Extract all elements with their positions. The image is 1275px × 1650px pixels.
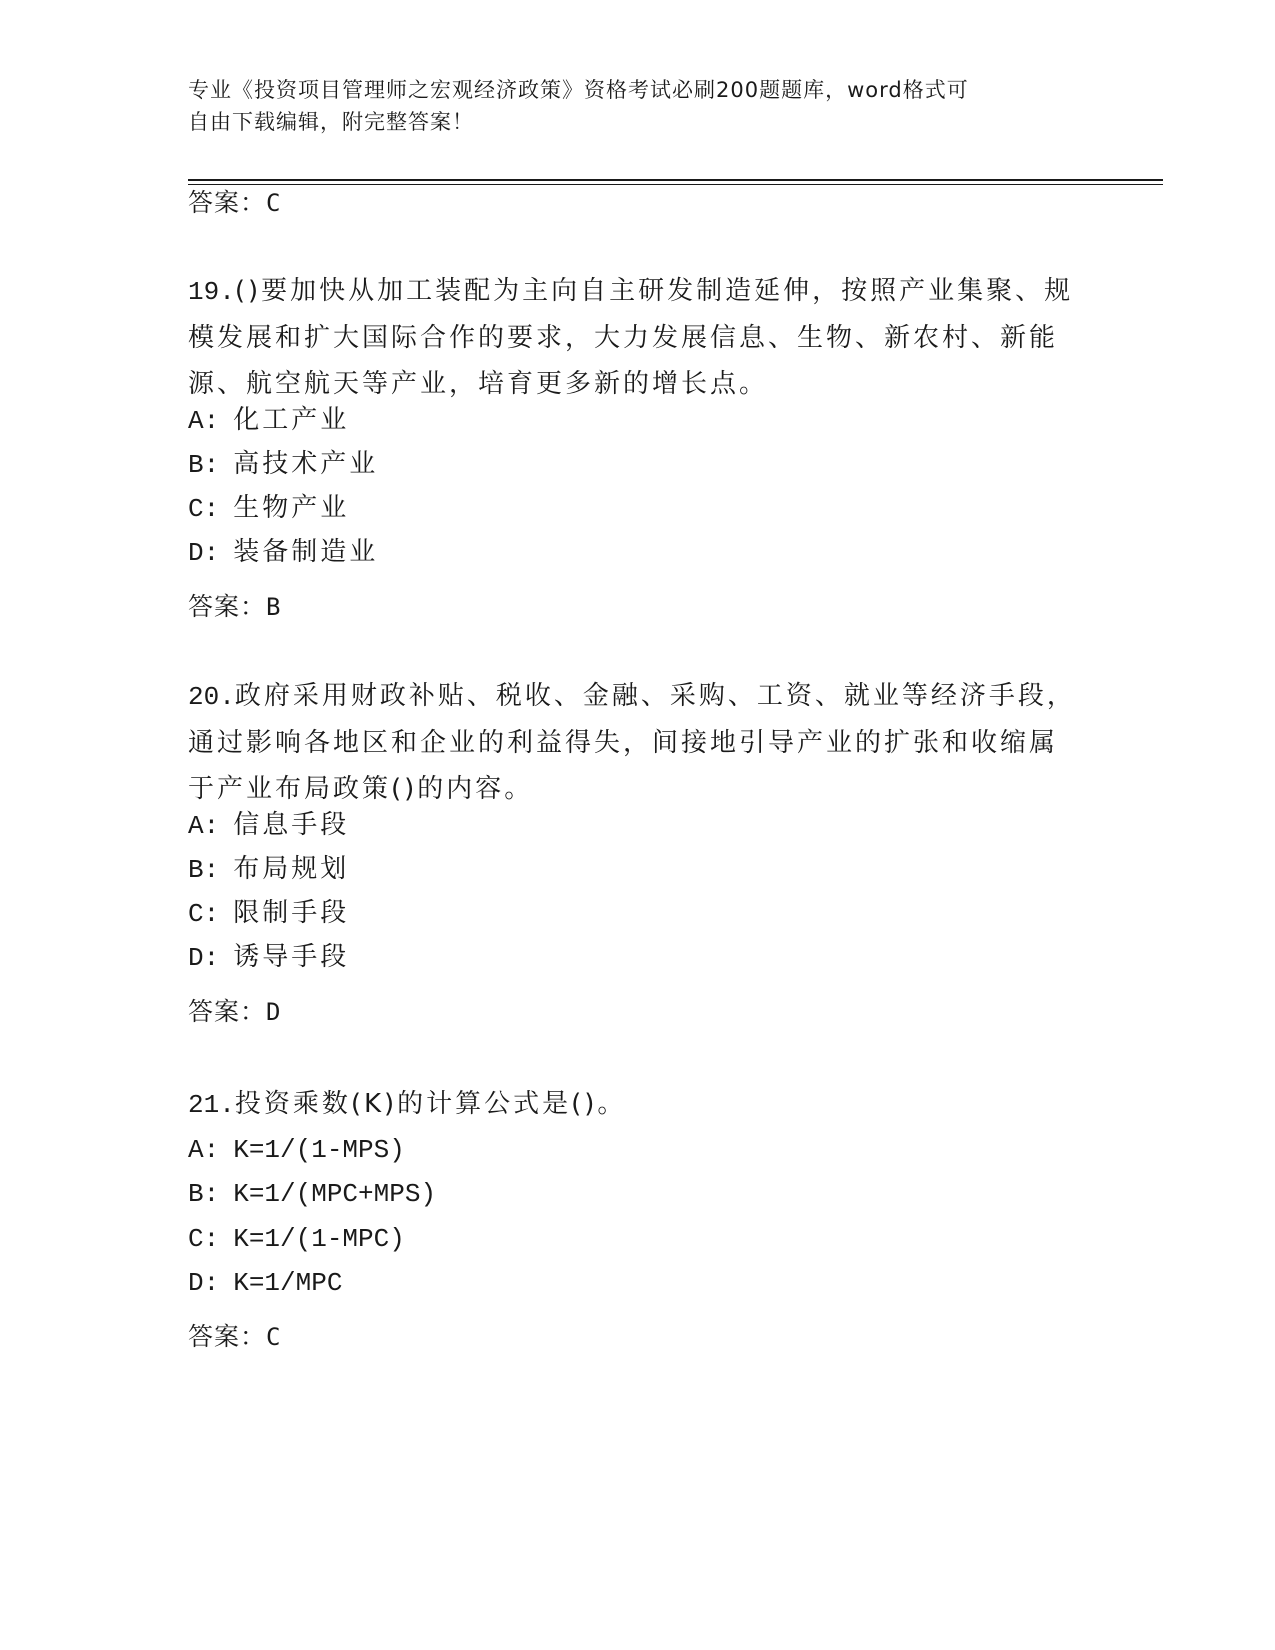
answer-20 (188, 995, 281, 1029)
option-text: 信息手段 (233, 810, 350, 840)
document-header (188, 74, 1078, 138)
answer-letter: D (266, 998, 282, 1026)
option-text: 布局规划 (233, 854, 350, 884)
option-a (188, 403, 349, 438)
option-a (188, 1132, 405, 1167)
question-text-line-1: 政府采用财政补贴、税收、金融、采购、工资、就业等经济手段， (234, 681, 1076, 711)
question-text-line-1: 投资乘数(K)的计算公式是()。 (234, 1089, 627, 1119)
question-text-line-3: 于产业布局政策()的内容。 (188, 774, 534, 804)
option-d (188, 1265, 342, 1300)
header-divider-thick (188, 179, 1163, 181)
question-19 (188, 268, 1088, 407)
option-text: K=1/MPC (233, 1268, 343, 1298)
option-label: C: (188, 899, 220, 929)
question-20 (188, 673, 1088, 812)
answer-prefix: 答案： (188, 592, 267, 621)
option-text: 诱导手段 (233, 942, 350, 972)
question-text-line-2: 模发展和扩大国际合作的要求，大力发展信息、生物、新农村、新能 (188, 323, 1059, 353)
answer-letter: C (266, 1323, 282, 1351)
option-b (188, 852, 349, 887)
answer-21 (188, 1320, 281, 1354)
header-line-2: 自由下载编辑，附完整答案！ (188, 110, 474, 134)
option-label: B: (188, 450, 220, 480)
option-label: A: (188, 811, 220, 841)
header-line-1: 专业《投资项目管理师之宏观经济政策》资格考试必刷200题题库，word格式可 (188, 78, 969, 102)
option-label: B: (188, 855, 220, 885)
option-text: 化工产业 (233, 405, 350, 435)
question-number: 20. (188, 682, 235, 712)
option-text: K=1/(1-MPC) (233, 1224, 405, 1254)
prev-answer (188, 186, 281, 220)
option-c (188, 491, 349, 526)
answer-prefix: 答案： (188, 188, 267, 217)
question-text-line-3: 源、航空航天等产业，培育更多新的增长点。 (188, 369, 769, 399)
answer-prefix: 答案： (188, 997, 267, 1026)
answer-19 (188, 590, 281, 624)
answer-letter: B (266, 593, 282, 621)
option-text: 装备制造业 (233, 537, 379, 567)
option-label: B: (188, 1179, 220, 1209)
question-number: 21. (188, 1090, 235, 1120)
option-label: D: (188, 538, 220, 568)
question-text-line-2: 通过影响各地区和企业的利益得失，间接地引导产业的扩张和收缩属 (188, 728, 1059, 758)
option-text: 限制手段 (233, 898, 350, 928)
option-label: D: (188, 1268, 220, 1298)
option-label: A: (188, 1135, 220, 1165)
option-label: A: (188, 406, 220, 436)
question-number: 19. (188, 277, 235, 307)
option-b (188, 1176, 436, 1211)
header-divider-thin (188, 184, 1163, 185)
question-21 (188, 1081, 1088, 1128)
option-a (188, 808, 349, 843)
option-text: K=1/(1-MPS) (233, 1135, 405, 1165)
option-text: K=1/(MPC+MPS) (233, 1179, 437, 1209)
answer-prefix: 答案： (188, 1322, 267, 1351)
option-d (188, 535, 378, 570)
option-label: C: (188, 1224, 220, 1254)
option-d (188, 940, 349, 975)
answer-letter: C (266, 189, 282, 217)
question-text-line-1: ()要加快从加工装配为主向自主研发制造延伸，按照产业集聚、规 (234, 276, 1074, 306)
option-text: 生物产业 (233, 493, 350, 523)
option-label: D: (188, 943, 220, 973)
option-c (188, 1221, 405, 1256)
option-b (188, 447, 378, 482)
option-text: 高技术产业 (233, 449, 379, 479)
option-label: C: (188, 494, 220, 524)
option-c (188, 896, 349, 931)
